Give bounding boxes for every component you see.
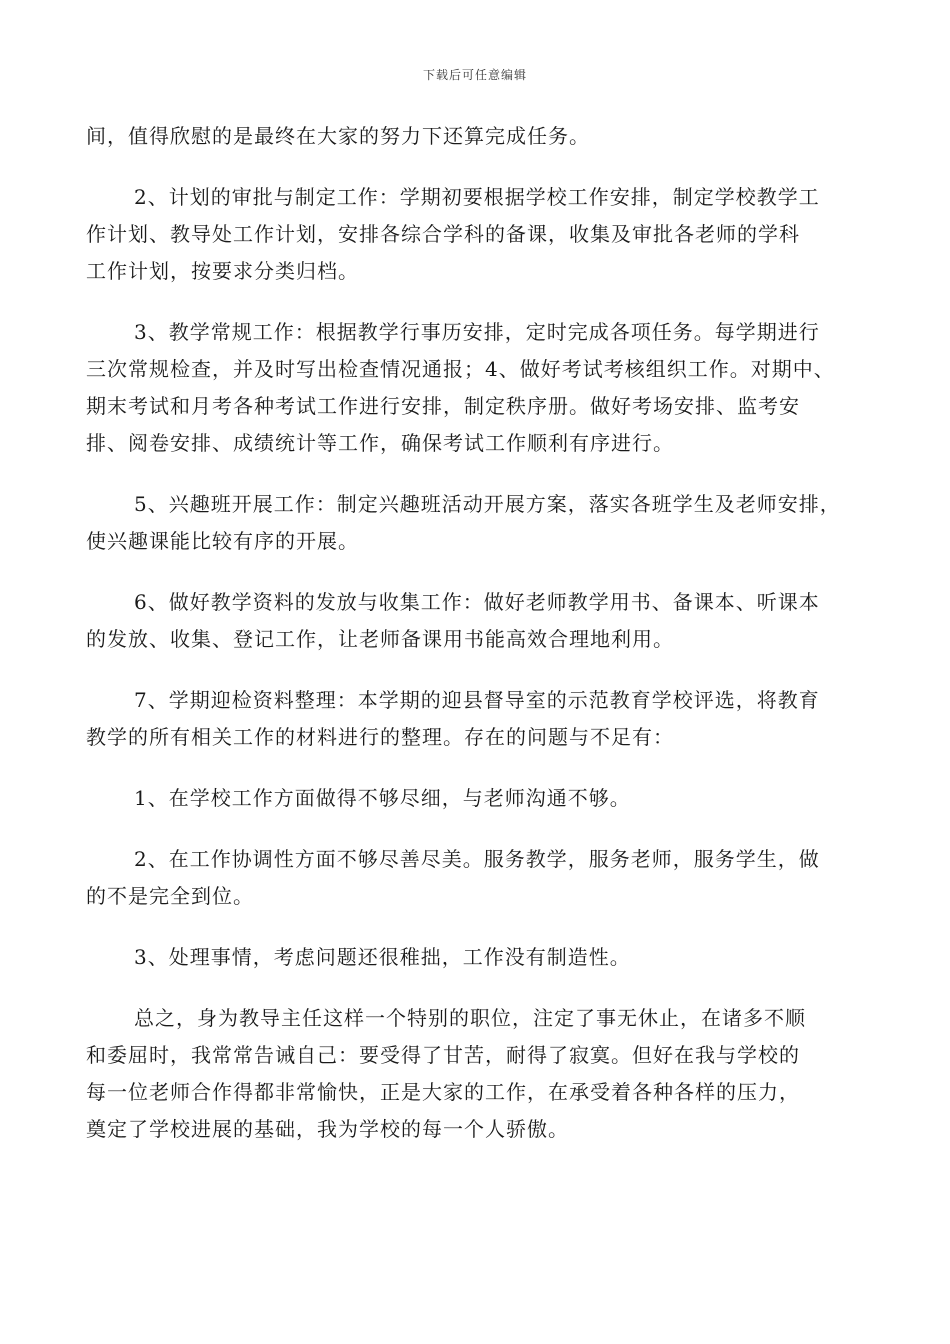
page-header: 下载后可任意编辑 — [422, 68, 527, 82]
paragraph — [86, 314, 876, 462]
paragraph — [86, 1000, 876, 1148]
paragraph — [86, 118, 876, 155]
text-line: 排、阅卷安排、成绩统计等工作，确保考试工作顺利有序进行。 — [86, 431, 674, 455]
text-line: 5、兴趣班开展工作：制定兴趣班活动开展方案，落实各班学生及老师安排， — [134, 492, 841, 516]
text-line: 6、做好教学资料的发放与收集工作：做好老师教学用书、备课本、听课本 — [134, 590, 820, 614]
text-line: 每一位老师合作得都非常愉快，正是大家的工作，在承受着各种各样的压力， — [86, 1080, 800, 1104]
text-line: 使兴趣课能比较有序的开展。 — [86, 529, 359, 553]
text-line: 期末考试和月考各种考试工作进行安排，制定秩序册。做好考场安排、监考安 — [86, 394, 800, 418]
text-line: 教学的所有相关工作的材料进行的整理。存在的问题与不足有： — [86, 725, 674, 749]
text-line: 间，值得欣慰的是最终在大家的努力下还算完成任务。 — [86, 124, 590, 148]
document-body — [86, 118, 876, 1172]
text-line: 作计划、教导处工作计划，安排各综合学科的备课，收集及审批各老师的学科 — [86, 222, 800, 246]
paragraph — [86, 780, 876, 817]
text-line: 7、学期迎检资料整理：本学期的迎县督导室的示范教育学校评选，将教育 — [134, 688, 820, 712]
text-line: 和委屈时，我常常告诫自己：要受得了甘苦，耐得了寂寞。但好在我与学校的 — [86, 1043, 800, 1067]
paragraph — [86, 939, 876, 976]
text-line: 的发放、收集、登记工作，让老师备课用书能高效合理地利用。 — [86, 627, 674, 651]
text-line: 工作计划，按要求分类归档。 — [86, 259, 359, 283]
text-line: 2、在工作协调性方面不够尽善尽美。服务教学，服务老师，服务学生，做 — [134, 847, 820, 871]
text-line: 总之，身为教导主任这样一个特别的职位，注定了事无休止，在诸多不顺 — [134, 1006, 806, 1030]
text-line: 1、在学校工作方面做得不够尽细，与老师沟通不够。 — [134, 786, 631, 810]
text-line: 3、处理事情，考虑问题还很稚拙，工作没有制造性。 — [134, 945, 631, 969]
text-line: 奠定了学校进展的基础，我为学校的每一个人骄傲。 — [86, 1117, 569, 1141]
paragraph — [86, 682, 876, 756]
paragraph — [86, 486, 876, 560]
paragraph — [86, 841, 876, 915]
paragraph — [86, 584, 876, 658]
text-line: 三次常规检查，并及时写出检查情况通报；4、做好考试考核组织工作。对期中、 — [86, 357, 835, 381]
paragraph — [86, 179, 876, 290]
text-line: 2、计划的审批与制定工作：学期初要根据学校工作安排，制定学校教学工 — [134, 185, 820, 209]
text-line: 3、教学常规工作：根据教学行事历安排，定时完成各项任务。每学期进行 — [134, 320, 820, 344]
text-line: 的不是完全到位。 — [86, 884, 254, 908]
